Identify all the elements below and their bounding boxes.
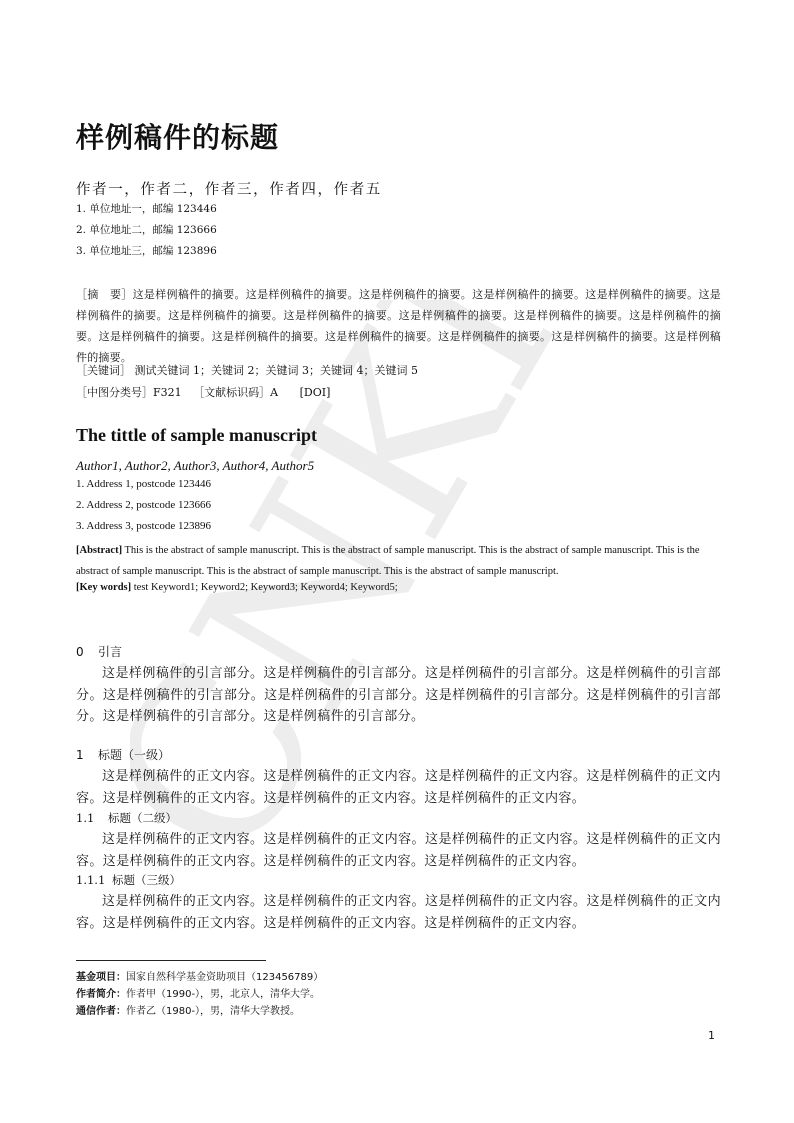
chinese-authors: 作者一，作者二，作者三，作者四，作者五 xyxy=(76,182,382,198)
page-number: 1 xyxy=(708,1029,715,1042)
corr-text: 作者乙（1980-），男，清华大学教授。 xyxy=(126,1006,301,1017)
section-1-1-1-heading xyxy=(76,872,181,888)
en-abstract-label: [Abstract] xyxy=(76,545,123,556)
section-1-1-heading xyxy=(76,810,177,826)
footnote-fund xyxy=(76,968,323,983)
en-keywords-text: test Keyword1; Keyword2; Keyword3; Keyword4; Keyword5; xyxy=(133,582,398,593)
section-1-title: 标题（一级） xyxy=(98,748,171,762)
fund-text: 国家自然科学基金资助项目（123456789） xyxy=(126,972,324,983)
corr-label: 通信作者： xyxy=(76,1006,126,1017)
section-1-number: 1 xyxy=(76,748,84,762)
en-keywords-label: [Key words] xyxy=(76,582,132,593)
section-0-number: 0 xyxy=(76,645,84,659)
bio-label: 作者简介： xyxy=(76,989,126,1000)
cn-affiliation-2: 2. 单位地址二，邮编 123666 xyxy=(76,224,217,236)
doc-code-label: ［文献标识码］ xyxy=(193,386,271,399)
cn-affiliation-1: 1. 单位地址一，邮编 123446 xyxy=(76,203,217,215)
section-0-title: 引言 xyxy=(98,645,123,659)
section-1-1-1-number: 1.1.1 xyxy=(76,873,106,887)
english-keywords xyxy=(76,582,398,593)
footnote-corresponding xyxy=(76,1002,300,1017)
english-authors: Author1, Author2, Author3, Author4, Author5 xyxy=(76,458,315,473)
chinese-abstract xyxy=(76,284,721,368)
footnote-bio xyxy=(76,985,320,1000)
english-abstract xyxy=(76,540,726,582)
chinese-keywords xyxy=(76,362,418,378)
en-affiliation-3: 3. Address 3, postcode 123896 xyxy=(76,520,212,532)
fund-label: 基金项目： xyxy=(76,972,126,983)
footnote-rule xyxy=(76,960,266,961)
clc-label: ［中图分类号］ xyxy=(76,386,153,399)
section-1-1-1-title: 标题（三级） xyxy=(112,873,181,887)
watermark-text: CNKI xyxy=(130,300,608,860)
section-1-1-number: 1.1 xyxy=(76,811,95,825)
section-0-paragraph: 这是样例稿件的引言部分。这是样例稿件的引言部分。这是样例稿件的引言部分。这是样例稿件的引言部分。这是样例稿件的引言部分。这是样例稿件的引言部分。这是样例稿件的引言部分。这是样例稿件的引言部分。这是样例稿件的引言部分。这是样例稿件的引言部分。 xyxy=(76,666,721,724)
section-1-paragraph: 这是样例稿件的正文内容。这是样例稿件的正文内容。这是样例稿件的正文内容。这是样例稿件的正文内容。这是样例稿件的正文内容。这是样例稿件的正文内容。这是样例稿件的正文内容。 xyxy=(76,769,721,806)
english-title: The tittle of sample manuscript xyxy=(76,425,317,445)
cn-abstract-text: 这是样例稿件的摘要。这是样例稿件的摘要。这是样例稿件的摘要。这是样例稿件的摘要。这是样例稿件的摘要。这是样例稿件的摘要。这是样例稿件的摘要。这是样例稿件的摘要。这是样例稿件的摘要。这是样例稿件的摘要。这是样例稿件的摘要。这是样例稿件的摘要。这是样例稿件的摘要。这是样例稿件的摘要。这是样例稿件的摘要。这是样例稿件的摘要。这是样例稿件的摘要。 xyxy=(76,288,721,364)
doi-label: [DOI] xyxy=(299,386,331,399)
cn-keywords-label: ［关键词］ xyxy=(76,364,131,377)
clc-value: F321 xyxy=(153,386,182,399)
cn-affiliation-3: 3. 单位地址三，邮编 123896 xyxy=(76,245,217,257)
bio-text: 作者甲（1990-），男，北京人，清华大学。 xyxy=(126,989,321,1000)
section-0-heading xyxy=(76,643,122,660)
en-abstract-text: This is the abstract of sample manuscript. This is the abstract of sample manuscript. This is the abstract of sample manuscript. This is the abstract of sample manuscript. This is the abstract of sample manuscript. This is the abstract of sample manuscript. xyxy=(76,545,700,577)
section-1-heading xyxy=(76,746,170,763)
cn-abstract-label: ［摘 要］ xyxy=(76,288,133,301)
section-1-1-paragraph: 这是样例稿件的正文内容。这是样例稿件的正文内容。这是样例稿件的正文内容。这是样例稿件的正文内容。这是样例稿件的正文内容。这是样例稿件的正文内容。这是样例稿件的正文内容。 xyxy=(76,832,721,869)
doc-code-value: A xyxy=(270,386,279,399)
chinese-title: 样例稿件的标题 xyxy=(76,121,280,154)
en-affiliation-2: 2. Address 2, postcode 123666 xyxy=(76,499,212,511)
section-1-1-title: 标题（二级） xyxy=(108,811,177,825)
section-1-1-1-paragraph: 这是样例稿件的正文内容。这是样例稿件的正文内容。这是样例稿件的正文内容。这是样例稿件的正文内容。这是样例稿件的正文内容。这是样例稿件的正文内容。这是样例稿件的正文内容。 xyxy=(76,894,721,931)
classification-line xyxy=(76,384,330,400)
en-affiliation-1: 1. Address 1, postcode 123446 xyxy=(76,478,212,490)
cn-keywords-text: 测试关键词 1；关键词 2；关键词 3；关键词 4；关键词 5 xyxy=(134,364,418,377)
